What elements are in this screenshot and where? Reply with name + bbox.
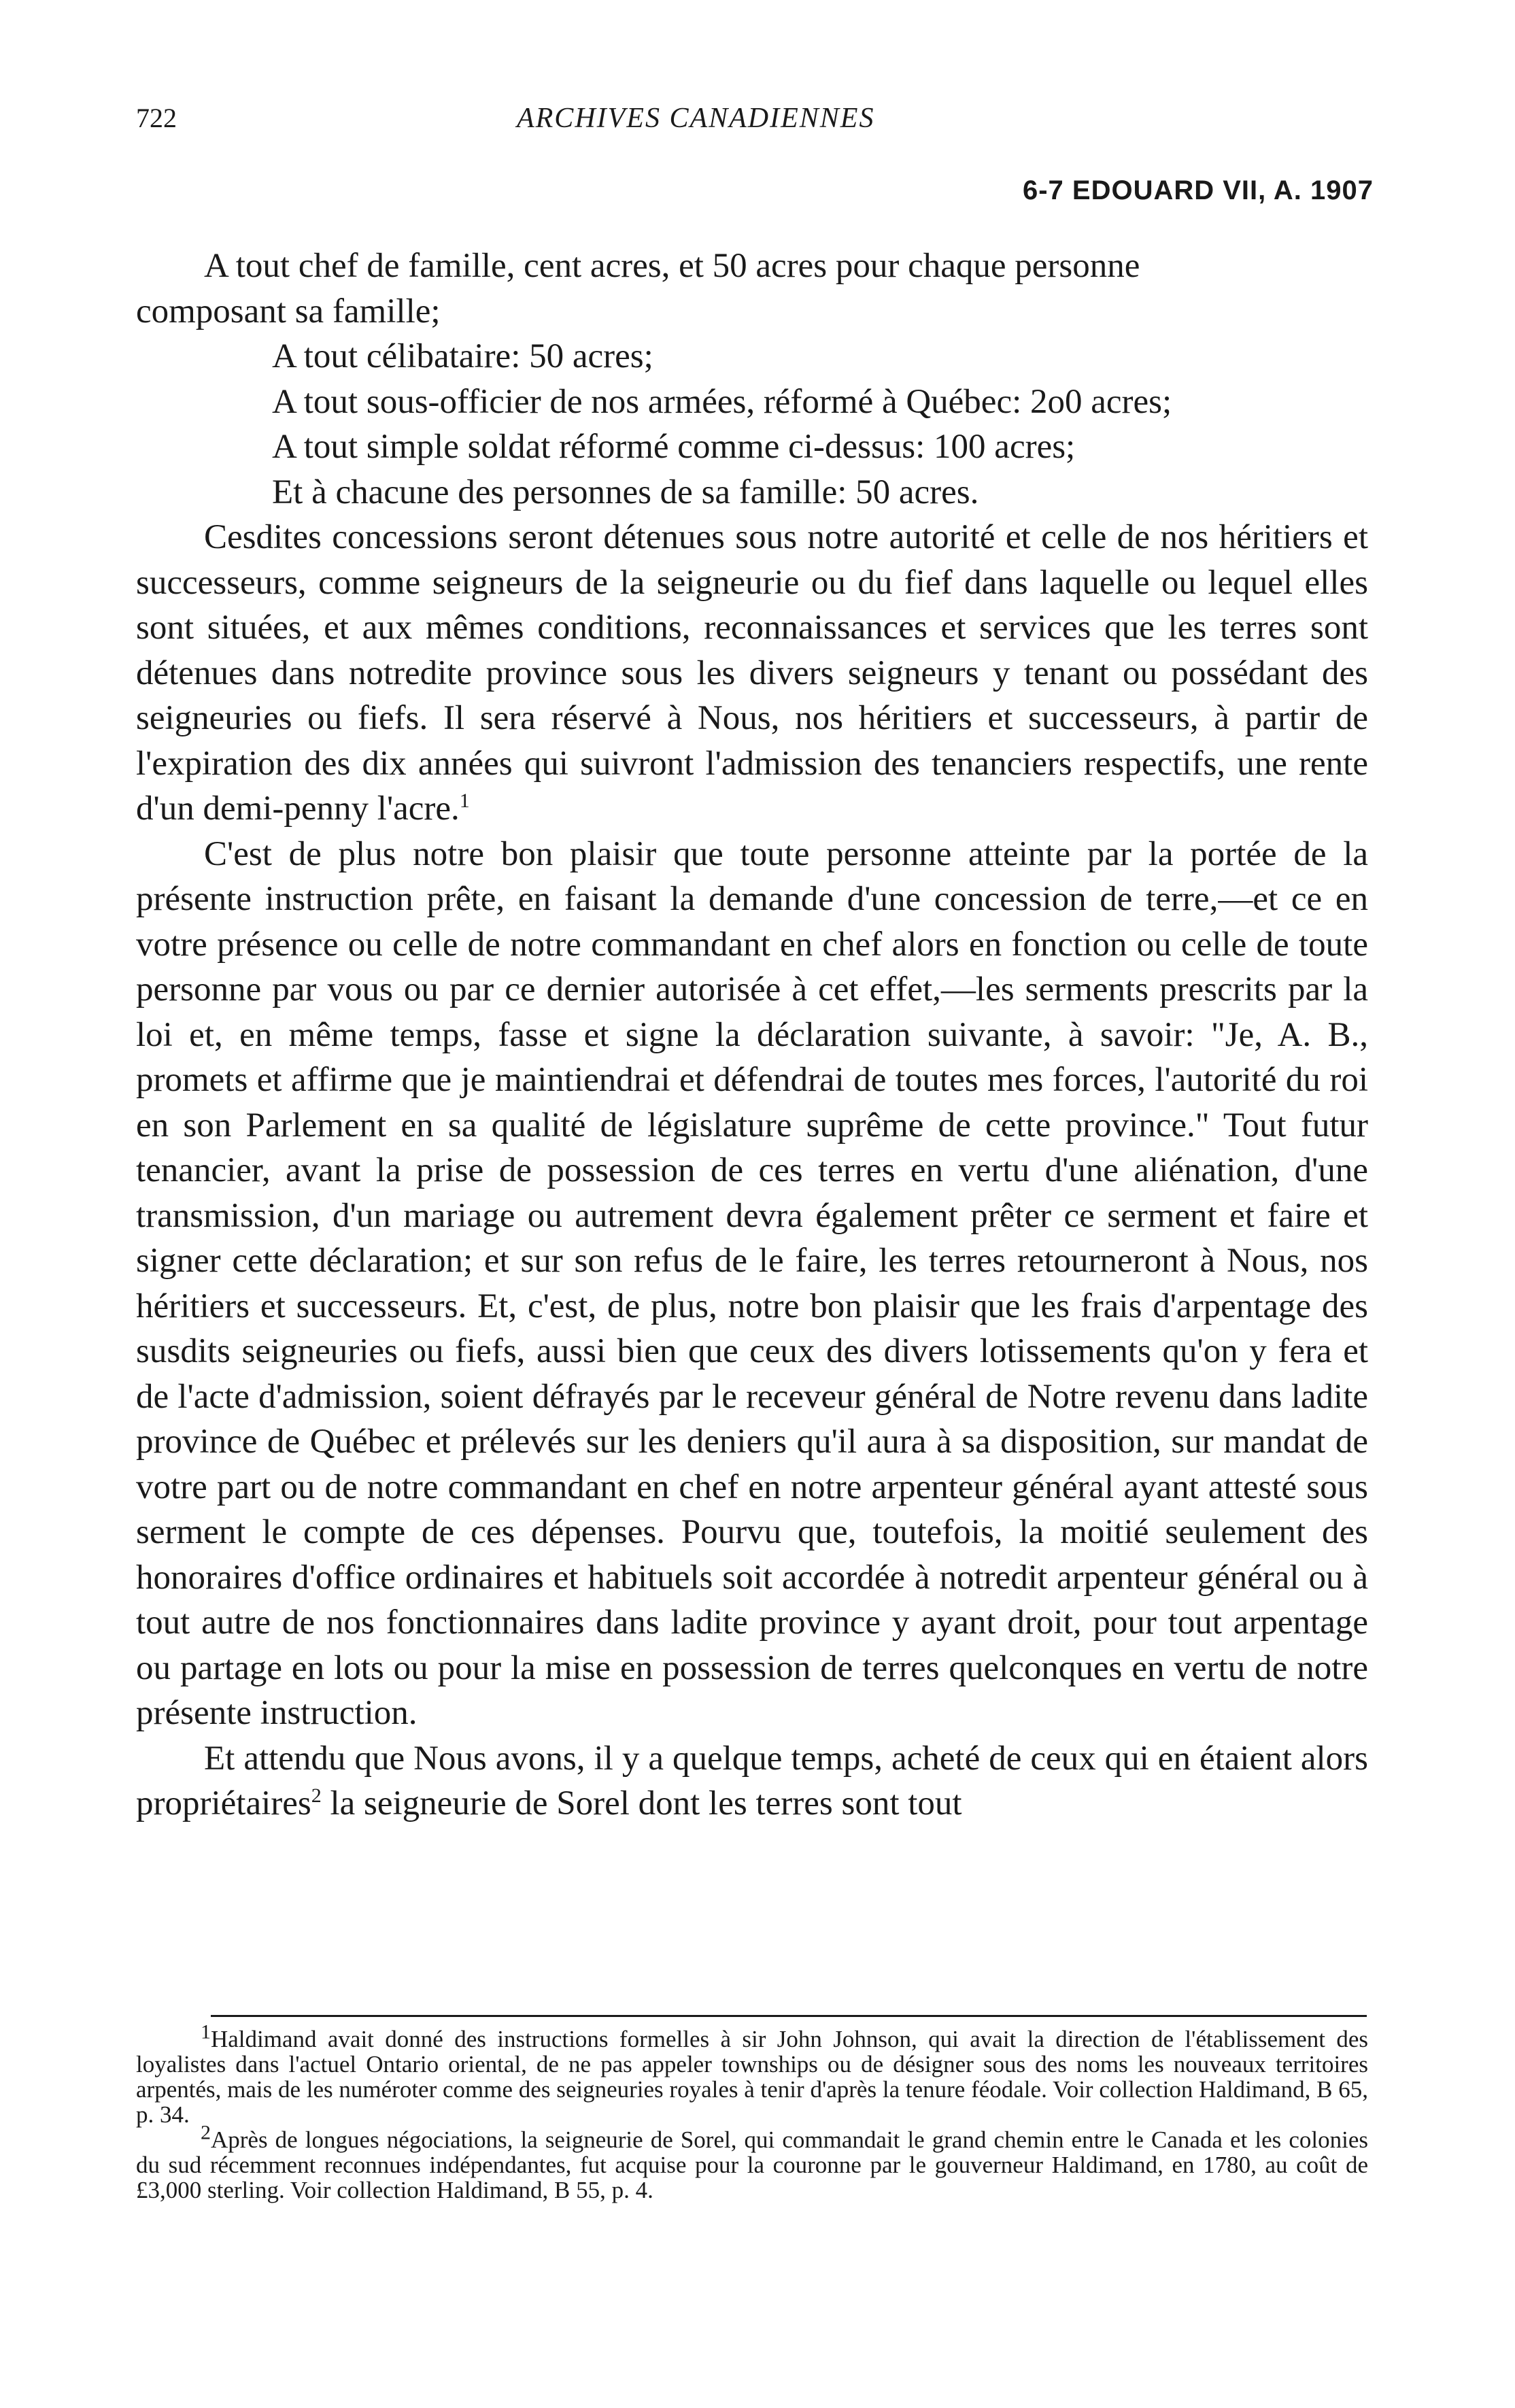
volume-reference: 6-7 EDOUARD VII, A. 1907 [1022,175,1374,205]
intro-continuation: composant sa famille; [136,292,441,330]
page-header [136,102,1368,143]
paragraph-oath: C'est de plus notre bon plaisir que toute personne atteinte par la portée de la présente instruction prête, en faisant la demande d'une concession de terre,—et ce en votre présence ou celle de notre commandant en chef alors en fonction ou celle de toute personne par vous ou par ce dernier autorisée à cet effet,—les serments prescrits par la loi et, en même temps, fasse et signe la déclaration suivante, à savoir: "Je, A. B., promets et affirme que je maintiendrai et défendrai de toutes mes forces, l'autorité du roi en son Parlement en sa qualité de législature suprême de cette province." Tout futur tenancier, avant la prise de possession de ces terres en vertu d'une aliénation, d'une transmission, d'un mariage ou autrement devra également prêter ce serment et faire et signer cette déclaration; et sur son refus de le faire, les terres retourneront à Nous, nos héritiers et successeurs. Et, c'est, de plus, notre bon plaisir que les frais d'arpentage des susdits seigneuries ou fiefs, aussi bien que ceux des divers lotissements qu'on y fera et de l'acte d'admission, soient défrayés par le receveur général de Notre revenu dans ladite province de Québec et prélevés sur les deniers qu'il aura à sa disposition, sur mandat de votre part ou de notre commandant en chef en notre arpenteur général ayant attesté sous serment le compte de ces dépenses. Pourvu que, toutefois, la moitié seulement des honoraires d'office ordinaires et habituels soit accordée à notredit arpenteur général ou à tout autre de nos fonctionnaires dans ladite province y ayant droit, pour tout arpentage ou partage en lots ou pour la mise en possession de terres quelconques en vertu de notre présente instruction. [136,834,1368,1732]
running-title: ARCHIVES CANADIENNES [517,103,875,134]
grant-list-item: A tout célibataire: 50 acres; [272,337,653,375]
footnote-ref-1: 1 [459,790,470,812]
grant-list-item: A tout simple soldat réformé comme ci-dessus: 100 acres; [272,428,1076,466]
footnote-2: $^2$Après de longues négociations, la seigneurie de Sorel, qui commandait le grand chemin entre le Canada et les colonies du sud récemment reconnues indépendantes, fut acquise pour la couronne par le gouverneur Haldimand, en 1780, au coût de £3,000 sterling. Voir collection Haldimand, B 55, p. 4. [136,2121,1368,2203]
footnote-ref-2: 2 [311,1784,322,1807]
grant-list-item: Et à chacune des personnes de sa famille: 50 acres. [272,473,979,511]
footnote-divider [211,2015,1367,2017]
grant-list-item: A tout sous-officier de nos armées, réformé à Québec: 2o0 acres; [272,382,1172,421]
page-number: 722 [136,103,177,133]
body-text [136,243,1368,1827]
paragraph-concessions: Cesdites concessions seront détenues sous notre autorité et celle de nos héritiers et successeurs, comme seigneurs de la seigneurie ou du fief dans laquelle ou lequel elles sont situées, et aux mêmes conditions, reconnaissances et services que les terres sont détenues dans notredite province sous les divers seigneurs y tenant ou possédant des seigneuries ou fiefs. Il sera réservé à Nous, nos héritiers et successeurs, à partir de l'expiration des dix années qui suivront l'admission des tenanciers respectifs, une rente d'un demi-penny l'acre.$^1$ [136,518,1368,828]
paragraph-sorel: Et attendu que Nous avons, il y a quelque temps, acheté de ceux qui en étaient alors propriétaires$^2$ la seigneurie de Sorel dont les terres sont tout [136,1739,1368,1822]
intro-line: A tout chef de famille, cent acres, et 50 acres pour chaque personne [204,247,1140,285]
footnotes [136,2020,1368,2203]
footnote-1: $^1$Haldimand avait donné des instructions formelles à sir John Johnson, qui avait la direction de l'établissement des loyalistes dans l'actuel Ontario oriental, de ne pas appeler townships ou de désigner sous des noms les nouveaux territoires arpentés, mais de les numéroter comme des seigneuries royales à tenir d'après la tenure féodale. Voir collection Haldimand, B 65, p. 34. [136,2020,1368,2128]
